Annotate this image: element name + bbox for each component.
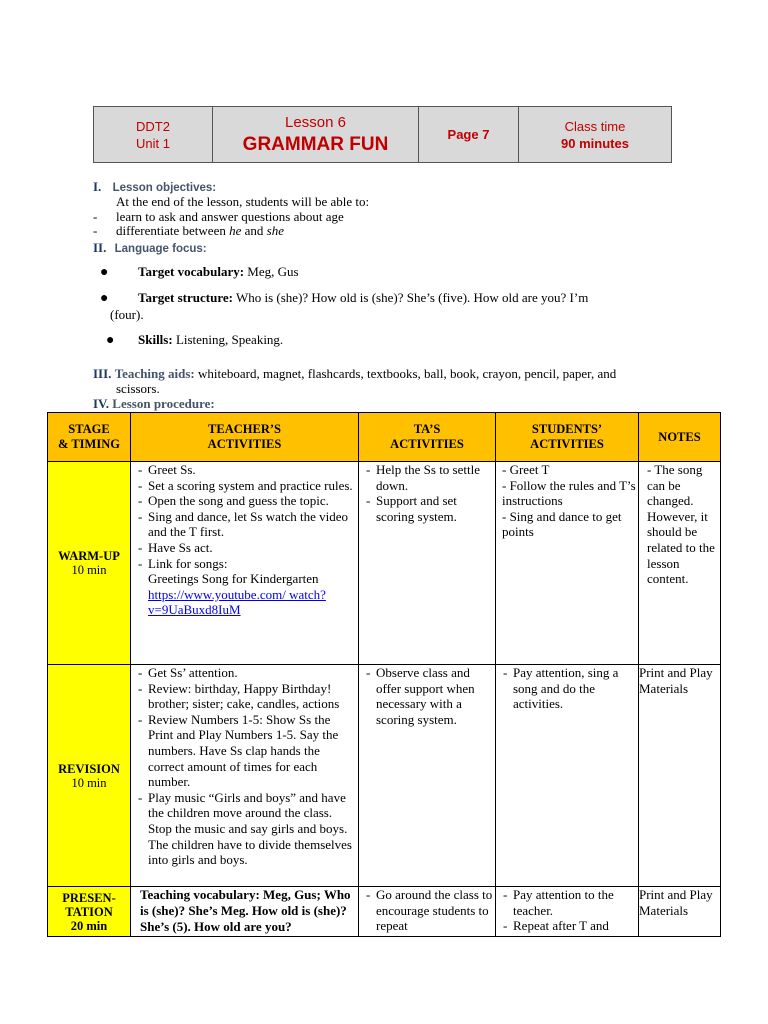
list-item: - Go around the class to encourage students to repeat bbox=[359, 887, 495, 934]
list-item: - Observe class and offer support when necessary with a scoring system. bbox=[359, 665, 495, 727]
table-header-row bbox=[48, 413, 721, 462]
teacher-activities: Teaching vocabulary: Meg, Gus; Who is (she)? She’s Meg. How old is (she)? She’s (5). How old are you? bbox=[131, 887, 359, 937]
list-item: - Open the song and guess the topic. bbox=[131, 493, 358, 509]
target-structure-cont: (four). bbox=[110, 307, 144, 322]
teacher-activities bbox=[131, 462, 359, 665]
section-number: III. bbox=[93, 366, 112, 381]
col-header-teacher: TEACHER’S ACTIVITIES bbox=[131, 413, 359, 462]
class-time-label: Class time bbox=[564, 118, 626, 134]
list-item: - Support and set scoring system. bbox=[359, 493, 495, 524]
list-item: - Review Numbers 1-5: Show Ss the Print and Play Numbers 1-5. Say the numbers. Have Ss clap hands the correct amount of times for each number. bbox=[131, 712, 358, 790]
list-item: - Pay attention to the teacher. bbox=[496, 887, 638, 918]
target-structure: Target structure: Who is (she)? How old is (she)? She’s (five). How old are you? I’m bbox=[138, 290, 589, 305]
language-heading bbox=[93, 240, 207, 257]
student-activities bbox=[496, 665, 639, 887]
section-title: Lesson objectives: bbox=[112, 182, 217, 194]
ta-activities bbox=[359, 887, 496, 937]
teacher-activities bbox=[131, 665, 359, 887]
table-row-revision bbox=[48, 665, 721, 887]
col-header-ta: TA’S ACTIVITIES bbox=[359, 413, 496, 462]
stage-cell: WARM-UP 10 min bbox=[48, 462, 131, 665]
student-activities bbox=[496, 462, 639, 665]
notes: Print and Play Materials bbox=[639, 665, 721, 887]
objectives-intro: At the end of the lesson, students will be able to: bbox=[116, 194, 370, 209]
ta-activities bbox=[359, 462, 496, 665]
col-header-stage: STAGE & TIMING bbox=[48, 413, 131, 462]
section-title: Language focus: bbox=[114, 243, 207, 255]
unit-label: Unit 1 bbox=[136, 135, 170, 151]
notes: Print and Play Materials bbox=[639, 887, 721, 937]
bullet-icon: ● bbox=[106, 333, 115, 348]
table-row-presentation bbox=[48, 887, 721, 937]
page-number: Page 7 bbox=[419, 107, 519, 163]
list-item: - Help the Ss to settle down. bbox=[359, 462, 495, 493]
objective-item: - differentiate between he and she bbox=[93, 223, 284, 238]
skills: Skills: Listening, Speaking. bbox=[138, 332, 284, 347]
section-title: Lesson procedure: bbox=[112, 396, 215, 411]
section-title: Teaching aids: bbox=[114, 366, 195, 381]
list-item: - Sing and dance, let Ss watch the video and the T first. bbox=[131, 509, 358, 540]
col-header-students: STUDENTS’ ACTIVITIES bbox=[496, 413, 639, 462]
lesson-title: GRAMMAR FUN bbox=[242, 133, 389, 155]
youtube-link[interactable]: https://www.youtube.com/ watch?v=9UaBuxd8IuM bbox=[148, 586, 326, 618]
lesson-number: Lesson 6 bbox=[285, 113, 346, 131]
class-time-cell bbox=[519, 107, 672, 163]
section-number: II. bbox=[93, 240, 107, 255]
song-name: Greetings Song for Kindergarten bbox=[148, 571, 319, 587]
lesson-header bbox=[93, 106, 672, 163]
table-row-warmup bbox=[48, 462, 721, 665]
list-item: - Repeat after T and bbox=[496, 918, 638, 934]
teaching-aids: III. Teaching aids: whiteboard, magnet, flashcards, textbooks, ball, book, crayon, pencil, paper, and bbox=[93, 366, 617, 381]
target-vocabulary: Target vocabulary: Meg, Gus bbox=[138, 264, 299, 279]
list-item: - Link for songs: Greetings Song for Kindergarten https://www.youtube.com/ watch?v=9UaBuxd8IuM bbox=[131, 556, 358, 618]
teaching-aids-cont: scissors. bbox=[116, 381, 160, 396]
lesson-procedure-table bbox=[47, 412, 721, 937]
lesson-title-cell bbox=[213, 107, 419, 163]
procedure-heading bbox=[93, 396, 215, 411]
list-item: - Set a scoring system and practice rules. bbox=[131, 478, 358, 494]
list-item: - Sing and dance to get points bbox=[502, 508, 622, 540]
notes: - The song can be changed. However, it should be related to the lesson content. bbox=[639, 462, 721, 665]
list-item: - Greet Ss. bbox=[131, 462, 358, 478]
student-activities bbox=[496, 887, 639, 937]
section-number: I. bbox=[93, 179, 102, 194]
ta-activities bbox=[359, 665, 496, 887]
stage-cell: PRESEN- TATION 20 min bbox=[48, 887, 131, 937]
stage-cell: REVISION 10 min bbox=[48, 665, 131, 887]
col-header-notes: NOTES bbox=[639, 413, 721, 462]
bullet-icon: ● bbox=[100, 265, 109, 280]
section-number: IV. bbox=[93, 396, 110, 411]
list-item: - Play music “Girls and boys” and have the children move around the class. Stop the music and say girls and boys. The children have to divide themselves into girls and boys. bbox=[131, 790, 358, 868]
course-code: DDT2 bbox=[136, 118, 170, 134]
list-item: - Review: birthday, Happy Birthday! brother; sister; cake, candles, actions bbox=[131, 681, 358, 712]
bullet-icon: ● bbox=[100, 291, 109, 306]
class-time-value: 90 minutes bbox=[561, 135, 629, 151]
list-item: - Follow the rules and T’s instructions bbox=[502, 477, 636, 509]
objective-item: - learn to ask and answer questions about age bbox=[93, 209, 344, 224]
list-item: - Greet T bbox=[502, 462, 550, 477]
course-unit-cell bbox=[94, 107, 213, 163]
list-item: - Get Ss’ attention. bbox=[131, 665, 358, 681]
list-item: - Have Ss act. bbox=[131, 540, 358, 556]
list-item: - Pay attention, sing a song and do the activities. bbox=[496, 665, 638, 712]
